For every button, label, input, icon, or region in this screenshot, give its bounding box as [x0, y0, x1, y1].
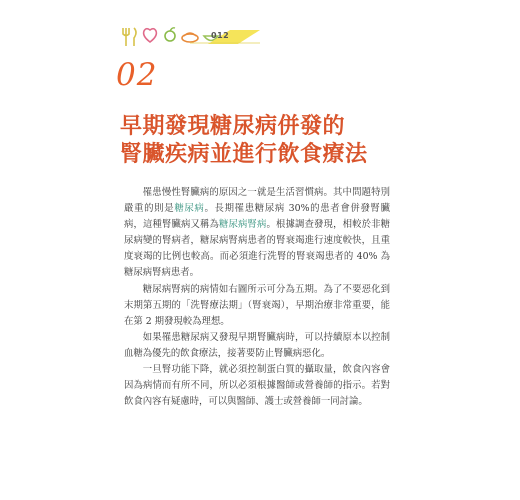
paragraph-text: 如果罹患糖尿病又發現早期腎臟病時，可以持續原本以控制血糖為優先的飲食療法，接著要防止腎臟病惡化。 [124, 331, 390, 359]
title-line-2: 腎臟疾病並進行飲食療法 [120, 141, 368, 167]
title-line-1: 早期發現糖尿病併發的 [120, 113, 346, 139]
paragraph-text: 。長期罹患糖尿病 30%的患者會併發腎臟病，這種腎臟病又稱為 [124, 203, 390, 231]
paragraph [124, 330, 390, 362]
paragraph [124, 362, 390, 410]
paragraph-text: 糖尿病腎病的病情如右圖所示可分為五期。為了不要惡化到末期第五期的「洗腎療法期」（腎衰竭），早期治療非常重要，能在第 2 期發現較為理想。 [124, 283, 390, 327]
paragraph [124, 185, 390, 282]
page-number: 012 [211, 31, 230, 40]
paragraph-text: 罹患慢性腎臟病的原因之一就是生活習慣病。其中問題特別嚴重的則是 [124, 187, 390, 215]
vegetable-icon [165, 28, 175, 41]
page-title [120, 112, 368, 168]
utensil-icon [123, 28, 136, 46]
body-text [124, 185, 390, 410]
heart-icon [144, 29, 157, 42]
paragraph [124, 282, 390, 330]
section-number: 02 [116, 57, 158, 93]
paragraph-text: 一旦腎功能下降，就必須控制蛋白質的攝取量，飲食內容會因為病情而有所不同，所以必須根據醫師或營養師的指示。若對飲食內容有疑慮時，可以與醫師、護士或營養師一同討論。 [124, 364, 390, 408]
highlighted-term: 糖尿病腎病 [219, 219, 267, 231]
paragraph-text: 。根據調查發現，相較於非糖尿病變的腎病者，糖尿病腎病患者的腎衰竭進行速度較快，且重度衰竭的比例也較高。而必須進行洗腎的腎衰竭患者的 40% 為糖尿病腎病患者。 [124, 219, 390, 279]
highlighted-term: 糖尿病 [174, 203, 205, 215]
